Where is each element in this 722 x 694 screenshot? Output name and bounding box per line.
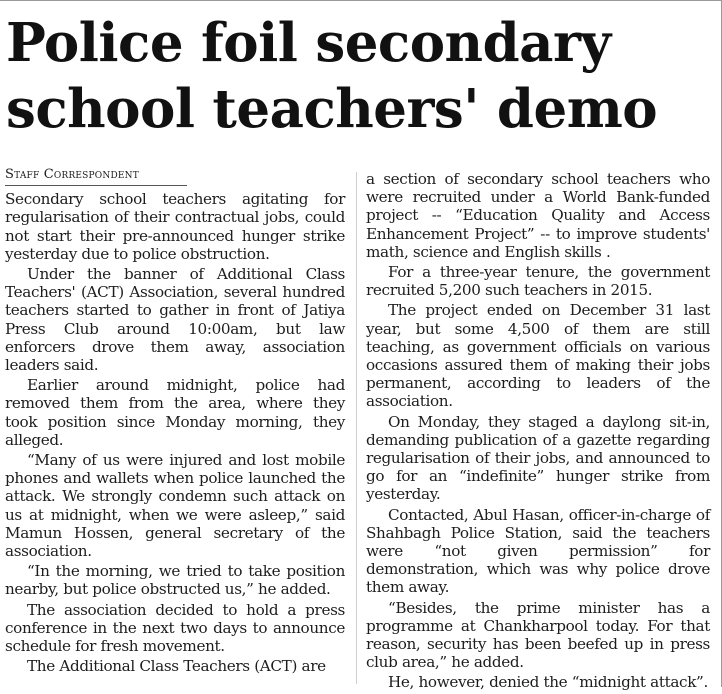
page-border-top (0, 0, 722, 1)
byline: Staff Correspondent (5, 166, 187, 186)
paragraph: Under the banner of Additional Class Teachers' (ACT) Association, several hundred teachers started to gather in front of Jatiya Press Club around 10:00am, but law enforcers drove them away, association leaders said. (5, 265, 345, 375)
headline (6, 10, 718, 142)
column-divider (356, 172, 357, 684)
paragraph: “Many of us were injured and lost mobile phones and wallets when police launched the attack. We strongly condemn such attack on us at midnight, when we were asleep,” said Mamun Hossen, general secretary of the association. (5, 451, 345, 561)
paragraph: The association decided to hold a press conference in the next two days to announce schedule for fresh movement. (5, 600, 345, 656)
article-column-left (5, 166, 345, 677)
paragraph: a section of secondary school teachers who were recruited under a World Bank-funded project -- “Education Quality and Access Enhancement Project” -- to improve students' math, science and English skills . (366, 170, 710, 261)
paragraph: Secondary school teachers agitating for regularisation of their contractual jobs, could not start their pre-announced hunger strike yesterday due to police obstruction. (5, 190, 345, 263)
article-column-right (366, 170, 710, 694)
paragraph: “Besides, the prime minister has a programme at Chankharpool today. For that reason, security has been beefed up in press club area,” he added. (366, 598, 710, 672)
headline-line-1: Police foil secondary (6, 12, 611, 74)
paragraph: Contacted, Abul Hasan, officer-in-charge of Shahbagh Police Station, said the teachers were “not given permission” for demonstration, which was why police drove them away. (366, 505, 710, 597)
paragraph: He, however, denied the “midnight attack”. (388, 673, 708, 692)
paragraph: On Monday, they staged a daylong sit-in, demanding publication of a gazette regarding regularisation of their jobs, and announced to go for an “indefinite” hunger strike from yesterday. (366, 412, 710, 504)
headline-line-2: school teachers' demo (6, 78, 658, 140)
paragraph: The Additional Class Teachers (ACT) are (27, 657, 326, 676)
paragraph: Earlier around midnight, police had removed them from the area, where they took position since Monday morning, they alleged. (5, 376, 345, 449)
paragraph: For a three-year tenure, the government recruited 5,200 such teachers in 2015. (366, 263, 710, 300)
paragraph: The project ended on December 31 last year, but some 4,500 of them are still teaching, as government officials on various occasions assured them of making their jobs permanent, according to leaders of the association. (366, 301, 710, 411)
paragraph: “In the morning, we tried to take position nearby, but police obstructed us,” he added. (5, 562, 345, 599)
